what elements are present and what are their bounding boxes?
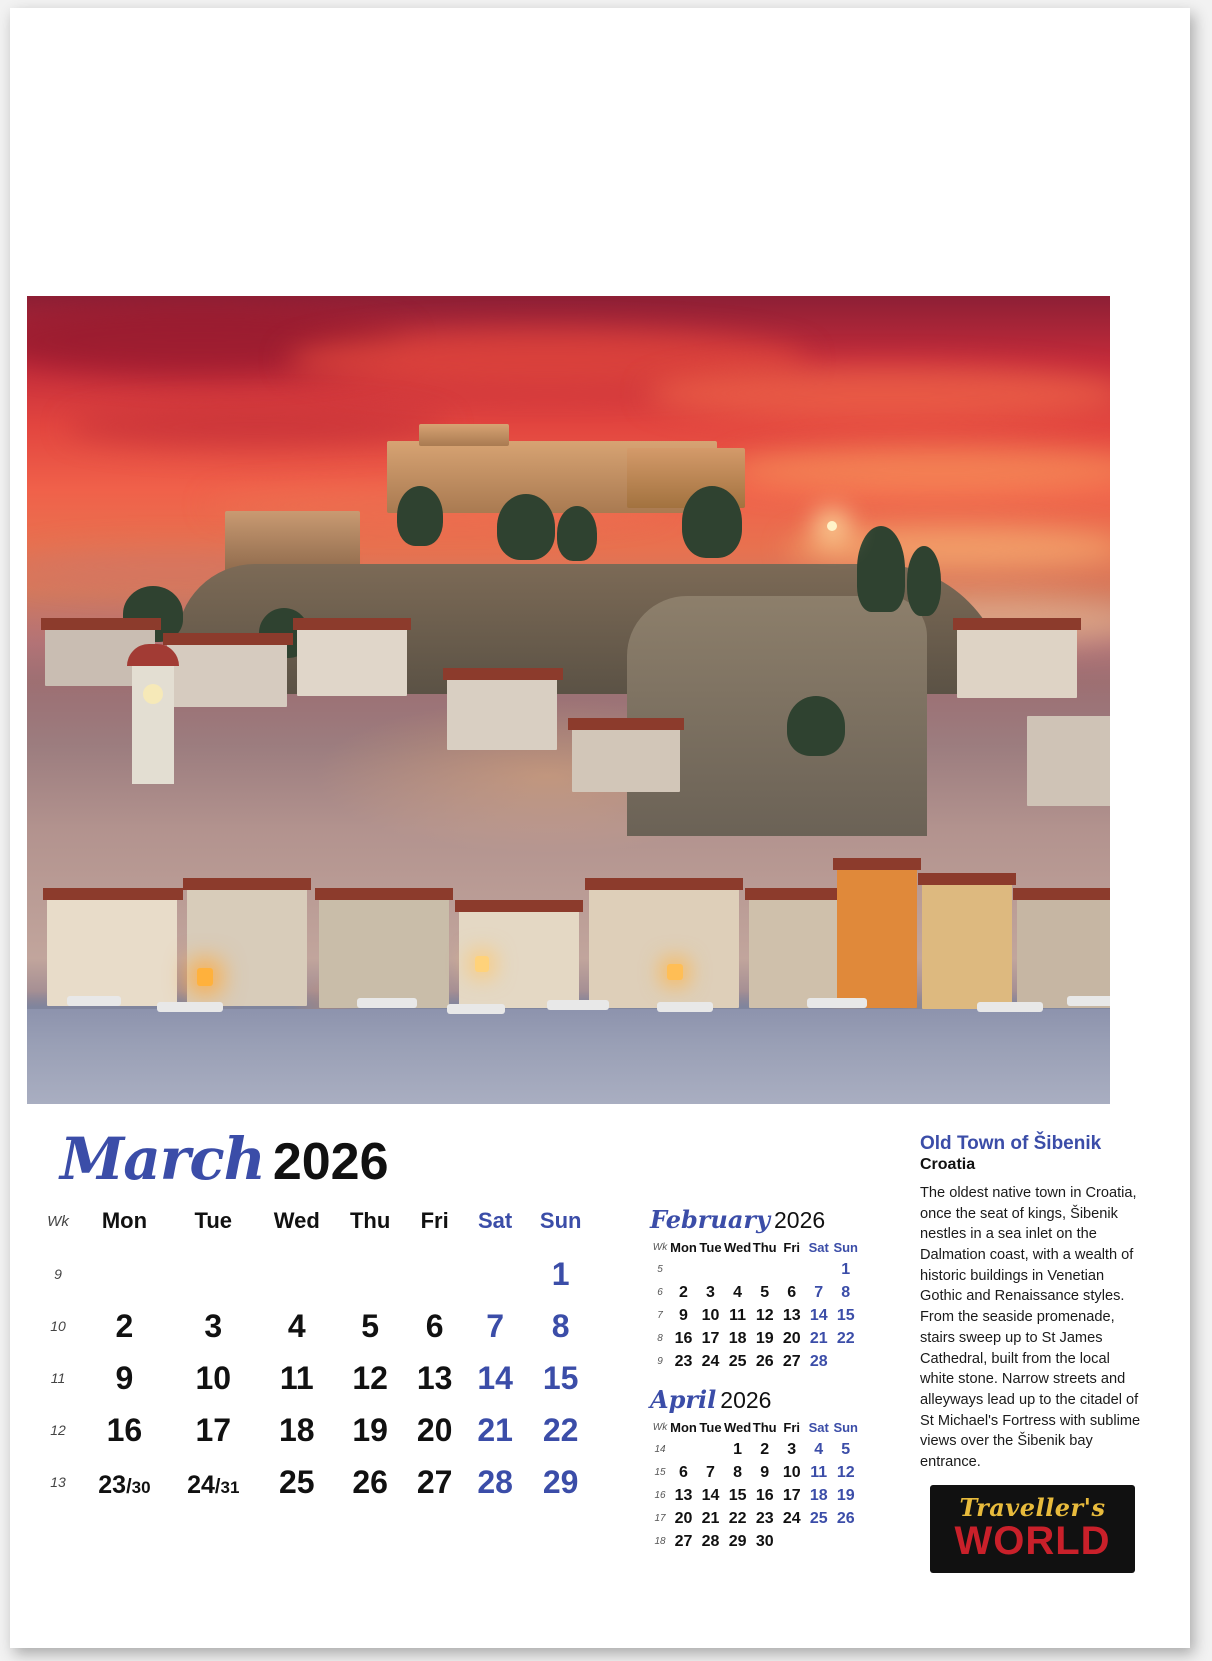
day-cell[interactable]: 19 xyxy=(352,1411,388,1448)
day-header-fri: Fri xyxy=(420,1208,449,1233)
day-cell-split[interactable] xyxy=(80,1456,169,1508)
table-row xyxy=(650,1484,859,1507)
day-cell[interactable]: 4 xyxy=(287,1307,306,1344)
day-cell[interactable]: 7 xyxy=(706,1463,715,1481)
table-row xyxy=(36,1248,596,1300)
day-cell[interactable]: 7 xyxy=(814,1283,824,1301)
week-number: 17 xyxy=(654,1513,666,1524)
wk-column-header: Wk xyxy=(652,1242,668,1253)
day-header-thu: Thu xyxy=(349,1208,391,1233)
day-cell[interactable] xyxy=(169,1248,258,1300)
day-cell[interactable]: 16 xyxy=(106,1411,143,1448)
day-header-thu: Thu xyxy=(752,1240,777,1255)
day-cell[interactable]: 22 xyxy=(728,1509,747,1527)
table-row xyxy=(36,1300,596,1352)
day-cell[interactable]: 4 xyxy=(814,1440,824,1458)
day-cell[interactable]: 13 xyxy=(674,1486,693,1504)
day-header-sun: Sun xyxy=(539,1208,582,1233)
mini-header-row xyxy=(650,1240,859,1258)
day-cell[interactable]: 10 xyxy=(195,1359,232,1396)
day-cell[interactable]: 25 xyxy=(279,1463,315,1500)
day-cell[interactable] xyxy=(805,1530,832,1553)
mini-month-year: 2026 xyxy=(774,1207,826,1233)
week-number: 5 xyxy=(657,1264,663,1275)
day-cell[interactable]: 2 xyxy=(115,1307,134,1344)
day-cell[interactable]: 6 xyxy=(425,1307,444,1344)
day-cell[interactable]: 18 xyxy=(279,1411,315,1448)
day-cell[interactable]: 23 xyxy=(674,1352,693,1370)
week-number: 9 xyxy=(54,1266,62,1282)
week-number: 16 xyxy=(654,1490,666,1501)
day-header-mon: Mon xyxy=(101,1208,148,1233)
day-cell[interactable]: 8 xyxy=(733,1463,743,1481)
day-cell[interactable]: 21 xyxy=(701,1509,720,1527)
day-cell[interactable]: 15 xyxy=(836,1306,855,1324)
week-number: 13 xyxy=(50,1474,66,1490)
week-number: 8 xyxy=(657,1333,663,1344)
day-header-sat: Sat xyxy=(808,1420,829,1435)
day-cell[interactable] xyxy=(751,1258,778,1281)
mini-calendar-title xyxy=(650,1385,890,1414)
day-cell[interactable]: 6 xyxy=(679,1463,688,1481)
day-cell[interactable]: 26 xyxy=(755,1352,774,1370)
day-cell[interactable]: 29 xyxy=(728,1532,747,1550)
day-cell[interactable]: 12 xyxy=(352,1359,388,1396)
mini-calendar-april xyxy=(650,1385,890,1553)
calendar-area xyxy=(10,1113,1190,1648)
week-number: 6 xyxy=(657,1287,663,1298)
water-area xyxy=(27,1009,1110,1104)
day-cell[interactable]: 15 xyxy=(728,1486,747,1504)
week-number: 11 xyxy=(50,1370,66,1386)
day-cell[interactable]: 10 xyxy=(782,1463,801,1481)
day-cell[interactable]: 17 xyxy=(701,1329,720,1347)
page-title xyxy=(60,1125,389,1193)
day-cell[interactable] xyxy=(778,1530,805,1553)
day-cell[interactable] xyxy=(670,1438,697,1461)
day-cell[interactable]: 15 xyxy=(542,1359,579,1396)
day-cell[interactable]: 14 xyxy=(809,1306,828,1324)
day-cell[interactable]: 27 xyxy=(674,1532,693,1550)
day-header-wed: Wed xyxy=(724,1420,752,1435)
day-cell[interactable]: 1 xyxy=(841,1260,851,1278)
day-cell[interactable] xyxy=(404,1248,464,1300)
day-cell[interactable]: 21 xyxy=(809,1329,828,1347)
day-header-tue: Tue xyxy=(194,1208,232,1233)
day-cell[interactable]: 19 xyxy=(755,1329,774,1347)
calendar-page xyxy=(10,8,1190,1648)
week-number: 9 xyxy=(657,1356,663,1367)
day-cell-split-label: 24/31 xyxy=(187,1470,240,1499)
table-row xyxy=(650,1350,859,1373)
mini-month-name: April xyxy=(650,1385,717,1414)
day-cell[interactable]: 17 xyxy=(195,1411,232,1448)
brand-logo xyxy=(930,1485,1135,1573)
day-cell[interactable] xyxy=(832,1350,859,1373)
day-cell[interactable] xyxy=(336,1248,405,1300)
day-cell[interactable]: 24 xyxy=(701,1352,720,1370)
table-row xyxy=(650,1258,859,1281)
day-header-wed: Wed xyxy=(273,1208,320,1233)
week-number: 7 xyxy=(657,1310,663,1321)
week-number: 12 xyxy=(50,1422,66,1438)
day-cell[interactable]: 10 xyxy=(701,1306,720,1324)
table-row xyxy=(650,1327,859,1350)
month-year: 2026 xyxy=(272,1133,389,1191)
day-cell[interactable]: 13 xyxy=(416,1359,453,1396)
day-cell[interactable]: 25 xyxy=(809,1509,828,1527)
day-cell[interactable]: 20 xyxy=(674,1509,693,1527)
day-cell[interactable]: 5 xyxy=(361,1307,380,1344)
table-row xyxy=(36,1404,596,1456)
day-cell[interactable] xyxy=(832,1530,859,1553)
day-cell[interactable]: 25 xyxy=(728,1352,747,1370)
brand-logo-bottom: WORLD xyxy=(954,1519,1111,1563)
day-cell[interactable]: 27 xyxy=(782,1352,801,1370)
description-subtitle: Croatia xyxy=(920,1155,976,1173)
day-header-fri: Fri xyxy=(783,1240,801,1255)
photo-panel xyxy=(27,296,1110,1104)
day-cell[interactable]: 28 xyxy=(701,1532,720,1550)
day-cell[interactable]: 18 xyxy=(809,1486,828,1504)
day-header-mon: Mon xyxy=(670,1420,697,1435)
day-cell-split[interactable] xyxy=(169,1456,258,1508)
day-cell[interactable]: 9 xyxy=(679,1306,688,1324)
day-cell[interactable]: 9 xyxy=(115,1359,134,1396)
day-header-sun: Sun xyxy=(833,1240,858,1255)
day-cell[interactable]: 16 xyxy=(755,1486,774,1504)
day-cell[interactable]: 22 xyxy=(542,1411,579,1448)
day-cell[interactable]: 3 xyxy=(787,1440,797,1458)
day-cell[interactable]: 1 xyxy=(733,1440,743,1458)
day-cell[interactable]: 3 xyxy=(204,1307,223,1344)
day-cell[interactable]: 3 xyxy=(706,1283,715,1301)
day-cell[interactable] xyxy=(697,1438,724,1461)
day-cell[interactable] xyxy=(670,1258,697,1281)
mini-calendar-title xyxy=(650,1205,890,1234)
day-cell[interactable]: 5 xyxy=(841,1440,851,1458)
day-cell[interactable]: 19 xyxy=(836,1486,855,1504)
week-number: 14 xyxy=(654,1444,666,1455)
day-cell[interactable]: 8 xyxy=(841,1283,851,1301)
day-cell[interactable]: 17 xyxy=(782,1486,801,1504)
day-cell[interactable]: 27 xyxy=(416,1463,453,1500)
day-cell[interactable]: 28 xyxy=(809,1352,828,1370)
day-header-sat: Sat xyxy=(808,1240,829,1255)
brand-logo-top: Traveller's xyxy=(959,1493,1106,1522)
day-cell[interactable] xyxy=(258,1248,336,1300)
day-cell[interactable]: 28 xyxy=(477,1463,513,1500)
day-cell[interactable]: 29 xyxy=(542,1463,579,1500)
sibenik-photo xyxy=(27,296,1110,1104)
day-header-tue: Tue xyxy=(699,1420,722,1435)
day-cell[interactable]: 9 xyxy=(760,1463,770,1481)
table-row xyxy=(650,1304,859,1327)
day-cell[interactable]: 26 xyxy=(836,1509,855,1527)
day-cell[interactable] xyxy=(778,1258,805,1281)
day-cell[interactable]: 12 xyxy=(836,1463,855,1481)
day-cell[interactable]: 2 xyxy=(760,1440,770,1458)
day-cell[interactable]: 7 xyxy=(486,1307,504,1344)
mini-month-name: February xyxy=(650,1205,771,1234)
day-header-wed: Wed xyxy=(724,1240,752,1255)
day-cell[interactable]: 5 xyxy=(760,1283,770,1301)
table-row xyxy=(650,1438,859,1461)
day-cell[interactable] xyxy=(465,1248,525,1300)
description-block xyxy=(920,1133,1145,1473)
day-header-sat: Sat xyxy=(477,1208,513,1233)
day-header-mon: Mon xyxy=(670,1240,697,1255)
week-number: 15 xyxy=(654,1467,666,1478)
day-cell[interactable]: 30 xyxy=(755,1532,774,1550)
day-cell[interactable]: 20 xyxy=(416,1411,453,1448)
day-cell[interactable]: 23 xyxy=(755,1509,774,1527)
day-cell[interactable]: 13 xyxy=(782,1306,801,1324)
day-cell[interactable]: 4 xyxy=(733,1283,743,1301)
mini-calendar-february xyxy=(650,1205,890,1373)
main-calendar-header-row xyxy=(36,1208,596,1248)
month-name: March xyxy=(60,1125,265,1193)
wk-column-header: Wk xyxy=(652,1422,668,1433)
day-cell[interactable]: 12 xyxy=(755,1306,774,1324)
day-header-thu: Thu xyxy=(752,1420,777,1435)
wk-column-header: Wk xyxy=(47,1212,69,1230)
description-body: The oldest native town in Croatia, once the seat of kings, Šibenik nestles in a sea inlet on the Dalmation coast, with a wealth of historic buildings in Venetian Gothic and Renaissance styles. From the seaside promenade, stairs sweep up to St James Cathedral, built from the local white stone. Narrow streets and alleyways lead up to the citadel of St Michael's Fortress with sublime views over the Šibenik bay entrance. xyxy=(920,1184,1141,1471)
day-cell[interactable] xyxy=(80,1248,169,1300)
day-cell[interactable]: 22 xyxy=(836,1329,855,1347)
day-cell[interactable] xyxy=(805,1258,832,1281)
table-row xyxy=(650,1461,859,1484)
day-header-tue: Tue xyxy=(699,1240,722,1255)
day-cell[interactable]: 6 xyxy=(787,1283,797,1301)
description-title: Old Town of Šibenik xyxy=(920,1133,1102,1154)
table-row xyxy=(36,1352,596,1404)
table-row xyxy=(650,1281,859,1304)
week-number: 18 xyxy=(654,1536,666,1547)
day-cell[interactable]: 26 xyxy=(352,1463,388,1500)
day-cell[interactable]: 1 xyxy=(551,1255,570,1292)
day-cell[interactable]: 21 xyxy=(477,1411,513,1448)
day-header-fri: Fri xyxy=(783,1420,801,1435)
table-row xyxy=(36,1456,596,1508)
day-cell[interactable]: 18 xyxy=(728,1329,747,1347)
mini-header-row xyxy=(650,1420,859,1438)
day-header-sun: Sun xyxy=(833,1420,858,1435)
day-cell[interactable]: 16 xyxy=(674,1329,693,1347)
day-cell[interactable]: 11 xyxy=(810,1463,828,1481)
main-calendar xyxy=(36,1208,596,1508)
day-cell[interactable]: 14 xyxy=(477,1359,513,1396)
week-number: 10 xyxy=(50,1318,66,1334)
day-cell[interactable]: 11 xyxy=(729,1306,747,1324)
day-cell[interactable]: 2 xyxy=(679,1283,688,1301)
day-cell[interactable]: 20 xyxy=(782,1329,801,1347)
day-cell[interactable]: 24 xyxy=(782,1509,801,1527)
day-cell[interactable]: 14 xyxy=(701,1486,720,1504)
day-cell[interactable] xyxy=(724,1258,751,1281)
table-row xyxy=(650,1507,859,1530)
day-cell-split-label: 23/30 xyxy=(98,1470,151,1499)
day-cell[interactable]: 8 xyxy=(551,1307,570,1344)
table-row xyxy=(650,1530,859,1553)
day-cell[interactable]: 11 xyxy=(279,1359,314,1396)
day-cell[interactable] xyxy=(697,1258,724,1281)
mini-month-year: 2026 xyxy=(720,1387,772,1413)
